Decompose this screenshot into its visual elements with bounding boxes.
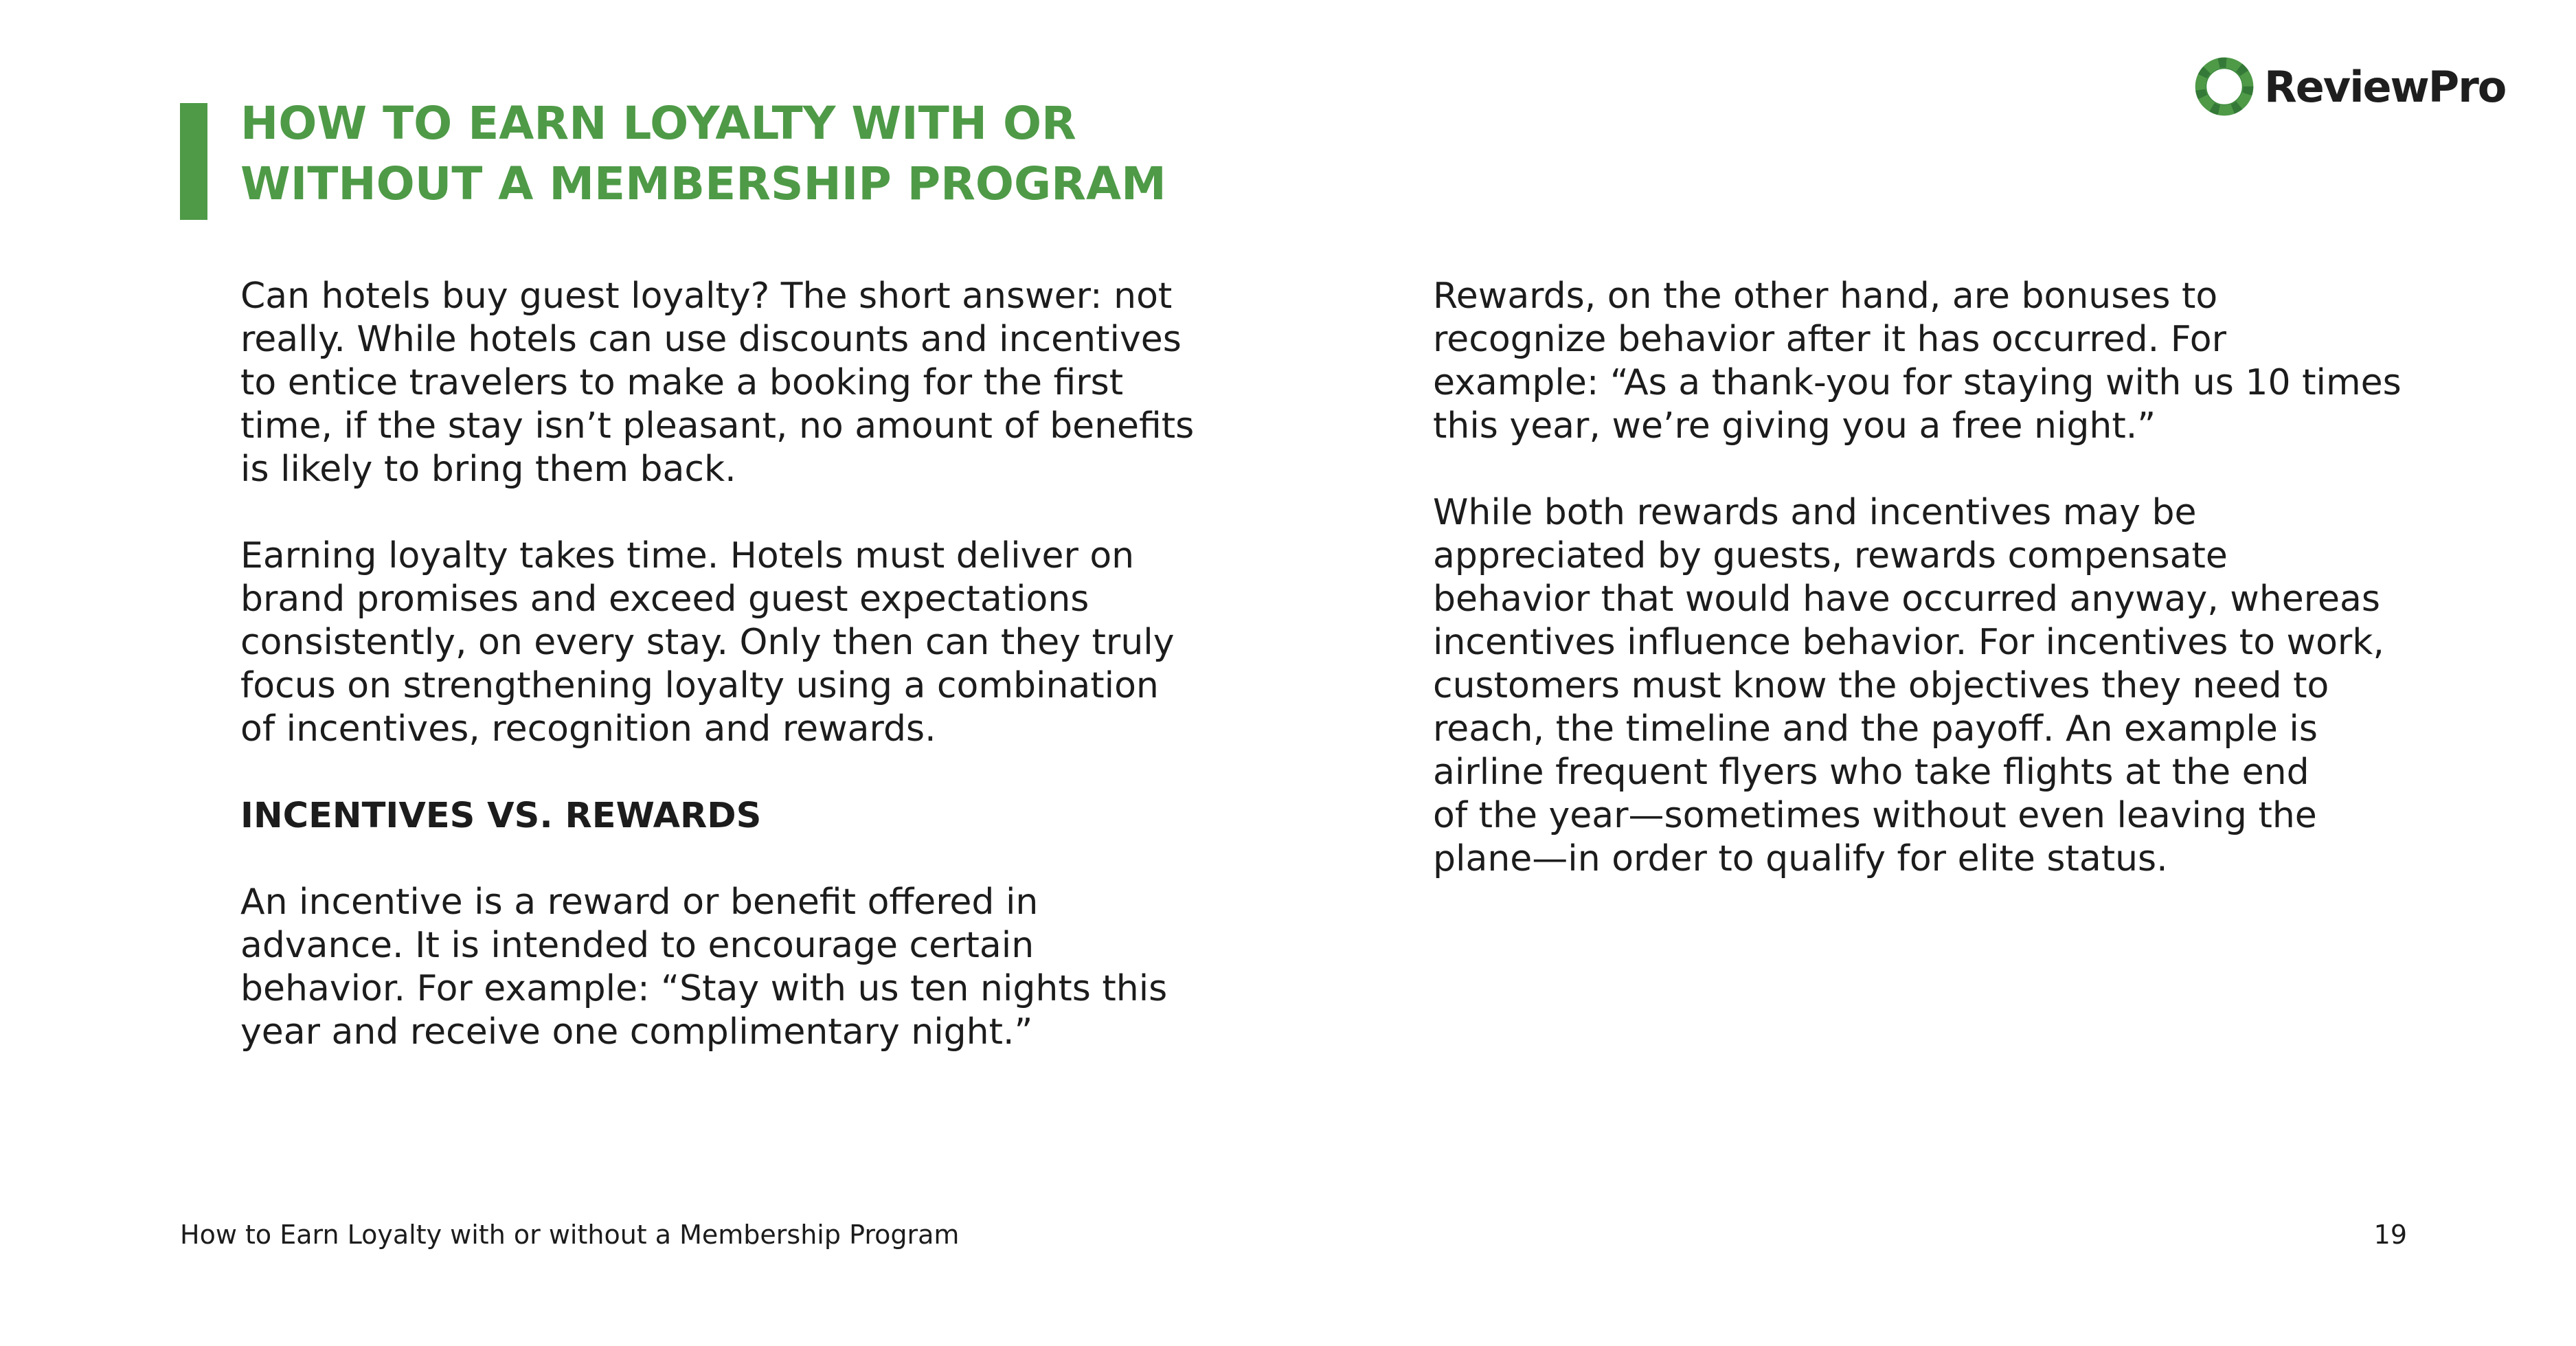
text-line: really. While hotels can use discounts and incentives: [240, 319, 1182, 360]
text-line: focus on strengthening loyalty using a combination: [240, 665, 1159, 706]
text-line: incentives influence behavior. For incentives to work,: [1433, 622, 2384, 663]
page-number: 19: [2373, 1220, 2407, 1250]
text-line: is likely to bring them back.: [240, 449, 736, 490]
text-line: of incentives, recognition and rewards.: [240, 708, 936, 750]
text-line: Rewards, on the other hand, are bonuses to: [1433, 276, 2218, 317]
text-line: advance. It is intended to encourage certain: [240, 925, 1035, 966]
paragraph: [1433, 491, 2436, 881]
text-line: behavior. For example: “Stay with us ten nights this: [240, 968, 1168, 1009]
text-line: to entice travelers to make a booking for the first: [240, 362, 1124, 403]
text-line: While both rewards and incentives may be: [1433, 492, 2197, 533]
paragraph: [240, 881, 1243, 1054]
text-line: time, if the stay isn’t pleasant, no amount of benefits: [240, 405, 1195, 447]
text-line: brand promises and exceed guest expectations: [240, 579, 1089, 620]
title-accent-bar: [180, 103, 207, 220]
paragraph: [240, 275, 1243, 491]
text-line: recognize behavior after it has occurred. For: [1433, 319, 2226, 360]
text-line: reach, the timeline and the payoff. An example is: [1433, 708, 2318, 750]
page-title-line: WITHOUT A MEMBERSHIP PROGRAM: [240, 157, 1166, 210]
left-column: [240, 275, 1243, 1097]
text-line: example: “As a thank-you for staying with us 10 times: [1433, 362, 2402, 403]
logo-wordmark: ReviewPro: [2264, 61, 2506, 112]
paragraph: [240, 535, 1243, 751]
text-line: this year, we’re giving you a free night.”: [1433, 405, 2156, 447]
page-title-line: HOW TO EARN LOYALTY WITH OR: [240, 97, 1076, 150]
footer-document-title: How to Earn Loyalty with or without a Membership Program: [180, 1220, 960, 1250]
text-line: of the year—sometimes without even leaving the: [1433, 795, 2317, 836]
paragraph: [1433, 275, 2436, 448]
text-line: year and receive one complimentary night.”: [240, 1011, 1033, 1053]
text-line: An incentive is a reward or benefit offered in: [240, 882, 1039, 923]
text-line: consistently, on every stay. Only then can they truly: [240, 622, 1175, 663]
section-subheading: INCENTIVES VS. REWARDS: [240, 796, 762, 836]
reviewpro-ring-icon: [2193, 55, 2256, 118]
text-line: Earning loyalty takes time. Hotels must deliver on: [240, 535, 1135, 576]
page-title: [240, 93, 1340, 214]
right-column: [1433, 275, 2436, 924]
reviewpro-logo: [2193, 54, 2505, 120]
text-line: Can hotels buy guest loyalty? The short answer: not: [240, 276, 1173, 317]
text-line: behavior that would have occurred anyway, whereas: [1433, 579, 2380, 620]
text-line: customers must know the objectives they need to: [1433, 665, 2329, 706]
text-line: appreciated by guests, rewards compensate: [1433, 535, 2228, 576]
text-line: airline frequent flyers who take flights at the end: [1433, 752, 2309, 793]
text-line: plane—in order to qualify for elite status.: [1433, 838, 2168, 879]
